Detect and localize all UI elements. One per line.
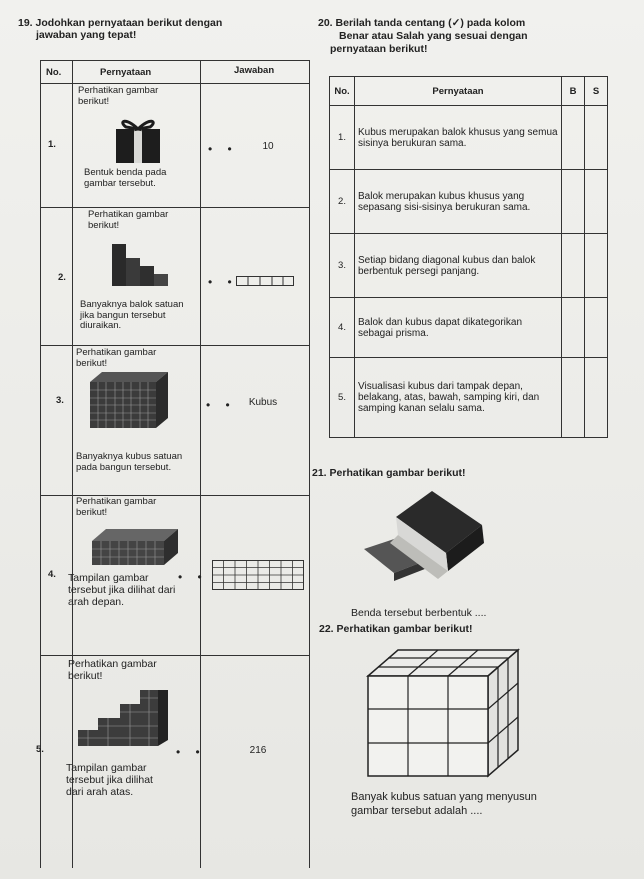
- staircase-cubes-image: [78, 690, 172, 746]
- q20-row4-b-cell[interactable]: [562, 298, 585, 358]
- q20-instruction-1: Berilah tanda centang (✓) pada kolom: [335, 17, 526, 29]
- q22-question-2: gambar tersebut adalah ....: [351, 805, 483, 817]
- q19-answer-5: 216: [249, 745, 267, 756]
- q20-instruction-3: pernyataan berikut!: [330, 43, 428, 55]
- q19-row3-top: Perhatikan gambar berikut!: [76, 347, 157, 369]
- q20-row4-text: Balok dan kubus dapat dikategorikan sebagai prisma.: [355, 298, 562, 358]
- q20-header-no: No.: [330, 77, 355, 106]
- q19-header-jawaban: Jawaban: [234, 65, 275, 76]
- q20-row1-text: Kubus merupakan balok khusus yang semua sisinya berukuran sama.: [355, 106, 562, 170]
- q20-row1-b-cell[interactable]: [562, 106, 585, 170]
- dot-connector-1: • •: [208, 142, 238, 156]
- q20-row4-number: 4.: [330, 298, 355, 358]
- dot-connector-3: • •: [206, 398, 236, 412]
- q20-row2-b-cell[interactable]: [562, 170, 585, 234]
- q19-row3-number: 3.: [56, 395, 64, 406]
- q19-heading: [18, 17, 222, 29]
- top-view-grid-image: [212, 560, 304, 590]
- q19-header-pernyataan: Pernyataan: [100, 67, 152, 78]
- q20-row3-b-cell[interactable]: [562, 234, 585, 298]
- q20-header-b: B: [562, 77, 585, 106]
- q20-row5-s-cell[interactable]: [585, 358, 608, 438]
- q20-table: [329, 76, 608, 438]
- q19-answer-3: Kubus: [248, 397, 278, 408]
- dot-connector-5: • •: [176, 745, 206, 759]
- q20-row5-b-cell[interactable]: [562, 358, 585, 438]
- q20-row2-text: Balok merupakan kubus khusus yang sepasang sisi-sisinya berukuran sama.: [355, 170, 562, 234]
- q19-row2-top: Perhatikan gambar berikut!: [88, 209, 169, 231]
- q19-answer-1: 10: [262, 141, 274, 152]
- q21-text: Perhatikan gambar berikut!: [329, 467, 466, 479]
- q22-question-1: Banyak kubus satuan yang menyusun: [351, 791, 537, 803]
- q19-row5-bottom: Tampilan gambar tersebut jika dilihat dari arah atas.: [66, 762, 153, 798]
- table-row: [330, 358, 608, 438]
- q19-row4-top: Perhatikan gambar berikut!: [76, 496, 157, 518]
- q19-row4-bottom: Tampilan gambar tersebut jika dilihat dari arah depan.: [68, 572, 176, 608]
- rubiks-cube-image: [362, 646, 520, 778]
- stacked-blocks-image: [112, 244, 172, 286]
- eraser-image: [360, 487, 490, 587]
- table-row: [330, 170, 608, 234]
- q20-row5-text: Visualisasi kubus dari tampak depan, belakang, atas, bawah, samping kiri, dan samping kanan selalu sama.: [355, 358, 562, 438]
- table-row: [330, 234, 608, 298]
- front-view-row-image: [236, 276, 294, 286]
- q22-heading: [319, 623, 473, 635]
- q20-row3-number: 3.: [330, 234, 355, 298]
- q20-row2-s-cell[interactable]: [585, 170, 608, 234]
- q19-row5-top: Perhatikan gambar berikut!: [68, 658, 157, 682]
- q20-row5-number: 5.: [330, 358, 355, 438]
- q19-number: 19.: [18, 17, 33, 29]
- q22-text: Perhatikan gambar berikut!: [336, 623, 473, 635]
- q19-row1-top: Perhatikan gambar berikut!: [78, 85, 159, 107]
- cuboid-image: [92, 527, 178, 565]
- q19-instruction-2: jawaban yang tepat!: [36, 29, 137, 41]
- q20-heading: [318, 17, 525, 29]
- q20-header-pernyataan: Pernyataan: [355, 77, 562, 106]
- q19-row2-bottom: Banyaknya balok satuan jika bangun tersebut diuraikan.: [80, 299, 184, 331]
- q20-row1-s-cell[interactable]: [585, 106, 608, 170]
- q20-row1-number: 1.: [330, 106, 355, 170]
- q19-row2-number: 2.: [58, 272, 66, 283]
- large-cube-image: [90, 372, 168, 428]
- table-row: [330, 106, 608, 170]
- q20-row4-s-cell[interactable]: [585, 298, 608, 358]
- dot-connector-2: • •: [208, 275, 238, 289]
- q19-row4-number: 4.: [48, 569, 56, 580]
- q20-number: 20.: [318, 17, 333, 29]
- gift-box-image: [112, 115, 164, 165]
- q19-row1-number: 1.: [48, 139, 56, 150]
- q21-question: Benda tersebut berbentuk ....: [351, 607, 487, 619]
- q21-heading: [312, 467, 466, 479]
- q19-header-no: No.: [46, 67, 62, 78]
- q21-number: 21.: [312, 467, 327, 479]
- q20-row3-s-cell[interactable]: [585, 234, 608, 298]
- q22-number: 22.: [319, 623, 334, 635]
- q20-row3-text: Setiap bidang diagonal kubus dan balok berbentuk persegi panjang.: [355, 234, 562, 298]
- q19-row1-bottom: Bentuk benda pada gambar tersebut.: [84, 167, 167, 189]
- q20-header-s: S: [585, 77, 608, 106]
- dot-connector-4: • •: [178, 570, 208, 584]
- q20-instruction-2: Benar atau Salah yang sesuai dengan: [339, 30, 528, 42]
- q20-header-row: [330, 77, 608, 106]
- q19-row3-bottom: Banyaknya kubus satuan pada bangun tersebut.: [76, 451, 183, 473]
- q19-row5-number: 5.: [36, 744, 44, 755]
- q20-row2-number: 2.: [330, 170, 355, 234]
- table-row: [330, 298, 608, 358]
- q19-instruction-1: Jodohkan pernyataan berikut dengan: [35, 17, 223, 29]
